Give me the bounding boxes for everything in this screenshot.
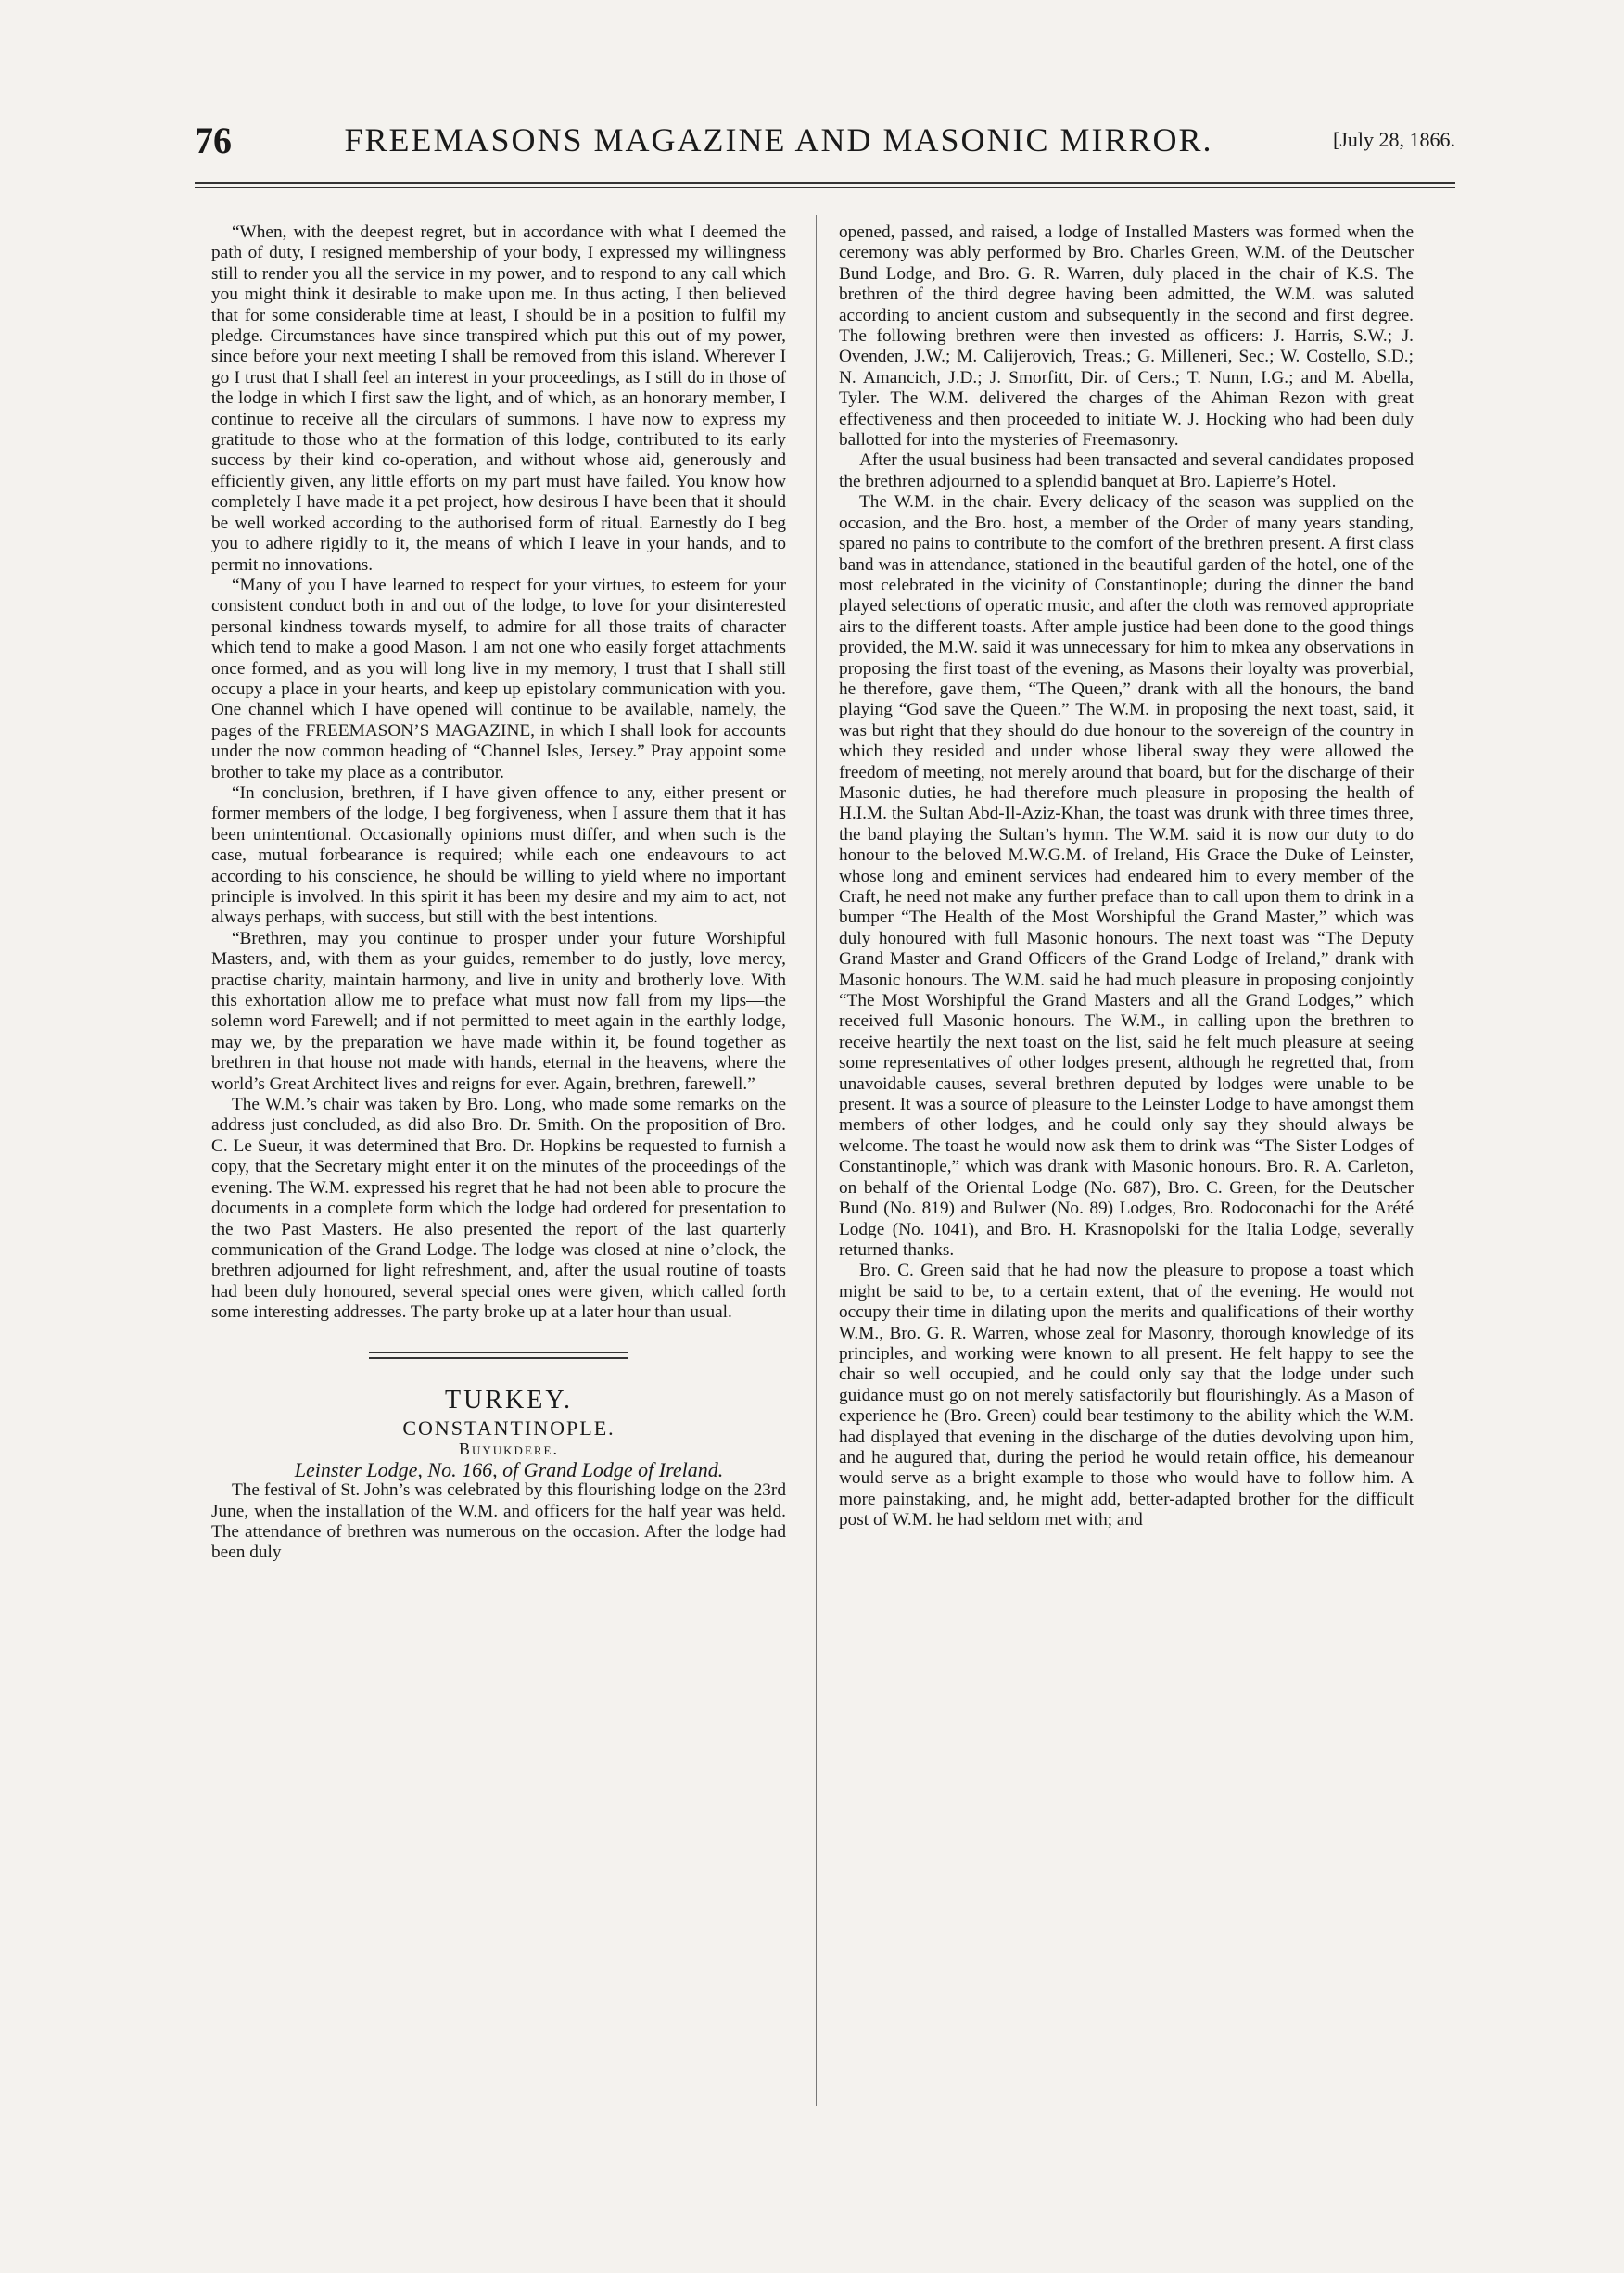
body-paragraph: The festival of St. John’s was celebrated by this flourishing lodge on the 23rd June, when the installation of the W.M. and officers for the half year was held. The attendance of brethren was numerous on the occasion. After the lodge had been duly <box>211 1480 786 1563</box>
column-divider <box>816 215 817 2106</box>
body-paragraph: “Many of you I have learned to respect for your virtues, to esteem for your consistent conduct both in and out of the lodge, to love for your disinterested personal kindness towards myself, to admire for all those traits of character which tend to make a good Mason. I am not one who easily forget attachments once formed, and as you will long live in my memory, I trust that I shall still occupy a place in your hearts, and keep up epistolary communication with you. One channel which I have opened will continue to be available, namely, the pages of the FREEMASON’S MAGAZINE, in which I shall look for accounts under the now common heading of “Channel Isles, Jersey.” Pray appoint some brother to take my place as a contributor. <box>211 575 786 782</box>
body-paragraph: After the usual business had been transacted and several candidates proposed the brethren adjourned to a splendid banquet at Bro. Lapierre’s Hotel. <box>839 451 1414 491</box>
section-place: Buyukdere. <box>459 1440 559 1459</box>
section-subtitle: CONSTANTINOPLE. <box>402 1416 615 1440</box>
section-lodge: Leinster Lodge, No. 166, of Grand Lodge of Ireland. <box>294 1457 724 1481</box>
issue-date: [July 28, 1866. <box>1333 128 1455 151</box>
body-paragraph: “Brethren, may you continue to prosper under your future Worshipful Masters, and, with them as your guides, remember to do justly, love mercy, practise charity, maintain harmony, and live in unity and brotherly love. With this exhortation allow me to preface what must now fall from my lips—the solemn word Farewell; and if not permitted to meet again in the earthly lodge, may we, by the preparation we have made within it, be found together as brethren in that house not made with hands, eternal in the heavens, where the world’s Great Architect lives and reigns for ever. Again, brethren, farewell.” <box>211 928 786 1094</box>
body-paragraph: “When, with the deepest regret, but in accordance with what I deemed the path of duty, I resigned membership of your body, I expressed my willingness still to render you all the service in my power, and to respond to any call which you might think it desirable to make upon me. In thus acting, I then believed that for some considerable time at least, I should be in a position to fulfil my pledge. Circumstances have since transpired which put this out of my power, since before your next meeting I shall be removed from this island. Wherever I go I trust that I shall feel an interest in your proceedings, as I still do in those of the lodge in which I first saw the light, and of which, as an honorary member, I continue to receive all the circulars of summons. I have now to express my gratitude to those who at the formation of this lodge, contributed to its early success by their kind co-operation, and without whose aid, generously and efficiently given, any little efforts on my part must have failed. You know how completely I have made it a pet project, how desirous I have been that it should be well worked according to the authorised form of ritual. Earnestly do I beg you to adhere rigidly to it, the means of which I leave in your hands, and to permit no innovations. <box>211 222 786 575</box>
body-paragraph: The W.M. in the chair. Every delicacy of the season was supplied on the occasion, and the Bro. host, a member of the Order of many years standing, spared no pains to contribute to the comfort of the brethren present. A first class band was in attendance, stationed in the beautiful garden of the hotel, one of the most celebrated in the vicinity of Constantinople; during the dinner the band played selections of operatic music, and after the cloth was removed appropriate airs to the different toasts. After ample justice had been done to the good things provided, the M.W. said it was unnecessary for him to mkea any observations in proposing the first toast of the evening, as Masons their loyalty was proverbial, he therefore, gave them, “The Queen,” drank with all the honours, the band playing “God save the Queen.” The W.M. in proposing the next toast, said, it was but right that they should do due honour to the sovereign of the country in which they resided and under whose liberal sway they were allowed the freedom of meeting, not merely around that board, but for the discharge of their Masonic duties, he had therefore much pleasure in proposing the health of H.I.M. the Sultan Abd-Il-Aziz-Khan, the toast was drunk with three times three, the band playing the Sultan’s hymn. The W.M. said it is now our duty to do honour to the beloved M.W.G.M. of Ireland, His Grace the Duke of Leinster, whose long and eminent services had endeared him to every member of the Craft, he need not make any further preface than to call upon them to drink in a bumper “The Health of the Most Worshipful the Grand Master,” which was duly honoured with full Masonic honours. The next toast was “The Deputy Grand Master and Grand Officers of the Grand Lodge of Ireland,” drank with Masonic honours. The W.M. said he had much pleasure in proposing conjointly “The Most Worshipful the Grand Masters and all the Grand Lodges,” which received full Masonic honours. The W.M., in calling upon the brethren to receive heartily the next toast on the list, said he felt much pleasure at seeing some representatives of other lodges present, although he regretted that, from unavoidable causes, several brethren deputed by lodges were unable to be present. It was a source of pleasure to the Leinster Lodge to have amongst them members of other lodges, and he could only say they should always be welcome. The toast he would now ask them to drink was “The Sister Lodges of Constantinople,” which was drank with Masonic honours. Bro. R. A. Carleton, on behalf of the Oriental Lodge (No. 687), Bro. C. Green, for the Deutscher Bund (No. 819) and Bulwer (No. 89) Lodges, Bro. Rodoconachi for the Arété Lodge (No. 1041), and Bro. H. Krasnopolski for the Italia Lodge, severally returned thanks. <box>839 492 1414 1260</box>
body-paragraph: opened, passed, and raised, a lodge of Installed Masters was formed when the ceremony was ably performed by Bro. Charles Green, W.M. of the Deutscher Bund Lodge, and Bro. G. R. Warren, duly placed in the chair of K.S. The brethren of the third degree having been admitted, the W.M. was saluted according to ancient custom and subsequently in the second and first degree. The following brethren were then invested as officers: J. Harris, S.W.; J. Ovenden, J.W.; M. Calijerovich, Treas.; G. Milleneri, Sec.; W. Costello, S.D.; N. Amancich, J.D.; J. Smorfitt, Dir. of Cers.; T. Nunn, I.G.; and M. Abella, Tyler. The W.M. delivered the charges of the Ahiman Rezon with great effectiveness and then proceeded to initiate W. J. Hocking who had been duly ballotted for into the mysteries of Freemasonry. <box>839 222 1414 451</box>
header-rule-thick <box>195 182 1455 184</box>
masthead-title: FREEMASONS MAGAZINE AND MASONIC MIRROR. <box>344 121 1213 159</box>
left-column <box>211 222 786 1564</box>
body-paragraph: “In conclusion, brethren, if I have given offence to any, either present or former members of the lodge, I beg forgiveness, when I assure them that it has been unintentional. Occasionally opinions must differ, and when such is the case, mutual forbearance is required; while each one endeavours to act according to his conscience, he should be willing to yield where no important principle is involved. In this spirit it has been my desire and my aim to act, not always perhaps, with success, but still with the best intentions. <box>211 782 786 928</box>
body-paragraph: Bro. C. Green said that he had now the pleasure to propose a toast which might be said to be, to a certain extent, that of the evening. He would not occupy their time in dilating upon the merits and qualifications of their worthy W.M., Bro. G. R. Warren, whose zeal for Masonry, thorough knowledge of its principles, and working were known to all present. He felt happy to see the chair so well occupied, and he could only say that the lodge under such guidance must go on not merely satisfactorily but flourishingly. As a Mason of experience he (Bro. Green) could bear testimony to the ability which the W.M. had displayed that evening in the discharge of the duties devolving upon him, and he augured that, during the period he would retain office, his demeanour would serve as a bright example to those who would have to follow him. A more painstaking, and, he might add, better-adapted brother for the difficult post of W.M. he had seldom met with; and <box>839 1261 1414 1530</box>
page-number: 76 <box>195 120 232 161</box>
section-title: TURKEY. <box>445 1385 573 1415</box>
header-rule-thin <box>195 187 1455 188</box>
page-header <box>195 119 1455 174</box>
body-paragraph: The W.M.’s chair was taken by Bro. Long, who made some remarks on the address just concluded, as did also Bro. Dr. Smith. On the proposition of Bro. C. Le Sueur, it was determined that Bro. Dr. Hopkins be requested to furnish a copy, that the Secretary might enter it on the minutes of the proceedings of the evening. The W.M. expressed his regret that he had not been able to procure the documents in a complete form which the lodge had ordered for presentation to the two Past Masters. He also presented the report of the last quarterly communication of the Grand Lodge. The lodge was closed at nine o’clock, the brethren adjourned for light refreshment, and, after the usual routine of toasts had been duly honoured, several special ones were given, which called forth some interesting addresses. The party broke up at a later hour than usual. <box>211 1095 786 1323</box>
right-column <box>839 222 1414 1531</box>
